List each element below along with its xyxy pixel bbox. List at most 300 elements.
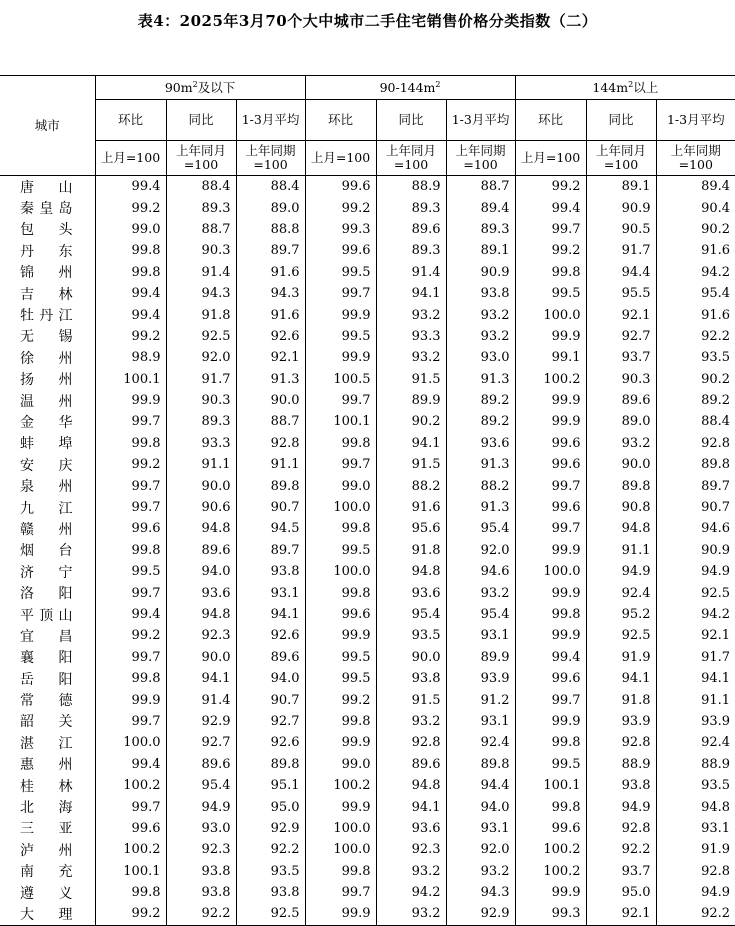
index-value: 92.3	[376, 839, 446, 860]
city-name: 扬州	[0, 369, 95, 390]
base-label: 上年同期=100	[446, 141, 515, 176]
index-value: 95.4	[376, 604, 446, 625]
index-value: 92.8	[236, 433, 305, 454]
index-value: 99.2	[95, 625, 166, 646]
index-value: 95.0	[586, 882, 656, 903]
index-value: 99.0	[95, 219, 166, 240]
city-name: 宜昌	[0, 625, 95, 646]
index-value: 94.9	[166, 796, 236, 817]
index-value: 93.6	[446, 433, 515, 454]
col-header-avg: 1-3月平均	[446, 100, 515, 141]
index-value: 89.8	[586, 475, 656, 496]
col-header-yoy: 同比	[166, 100, 236, 141]
index-value: 94.2	[701, 607, 731, 622]
city-name: 唐山	[0, 176, 95, 198]
index-value: 95.4	[166, 775, 236, 796]
table-row	[0, 283, 735, 304]
index-value: 94.1	[701, 671, 731, 687]
city-name: 洛阳	[0, 582, 95, 603]
index-value: 99.9	[515, 411, 586, 432]
city-name: 金华	[0, 411, 95, 432]
index-value: 100.2	[515, 861, 586, 882]
city-name: 襄阳	[0, 647, 95, 668]
index-value: 99.8	[305, 861, 376, 882]
index-value: 100.0	[305, 561, 376, 582]
index-value: 92.8	[376, 732, 446, 753]
index-value: 94.0	[446, 796, 515, 817]
index-value: 90.4	[701, 200, 731, 216]
index-value: 93.0	[166, 818, 236, 839]
table-title: 表4：2025年3月70个大中城市二手住宅销售价格分类指数（二）	[137, 12, 598, 30]
index-value: 90.7	[236, 497, 305, 518]
index-value: 91.7	[586, 240, 656, 261]
index-value: 99.6	[515, 433, 586, 454]
index-value: 94.1	[586, 668, 656, 689]
index-value: 99.9	[305, 347, 376, 368]
index-value: 90.5	[586, 219, 656, 240]
index-value: 94.8	[701, 799, 731, 815]
index-value: 99.8	[515, 262, 586, 283]
index-value: 92.1	[701, 628, 731, 644]
index-value: 88.2	[376, 475, 446, 496]
index-value: 92.2	[586, 839, 656, 860]
index-value: 94.9	[586, 561, 656, 582]
index-value: 93.5	[701, 778, 731, 794]
index-value: 94.9	[586, 796, 656, 817]
index-value: 91.2	[446, 689, 515, 710]
index-value: 99.9	[515, 540, 586, 561]
index-value: 91.8	[586, 689, 656, 710]
col-header-mom: 环比	[515, 100, 586, 141]
index-value: 99.8	[515, 796, 586, 817]
table-row	[0, 219, 735, 240]
city-name: 桂林	[0, 775, 95, 796]
index-value: 99.0	[305, 475, 376, 496]
city-name: 湛江	[0, 732, 95, 753]
index-value: 93.2	[376, 347, 446, 368]
city-name: 吉林	[0, 283, 95, 304]
index-value: 94.1	[166, 668, 236, 689]
index-value: 94.8	[376, 775, 446, 796]
index-value: 88.9	[701, 756, 731, 772]
table-row	[0, 475, 735, 496]
index-value: 99.0	[305, 754, 376, 775]
index-value: 99.6	[305, 240, 376, 261]
index-value: 91.5	[376, 689, 446, 710]
index-value: 92.5	[586, 625, 656, 646]
index-value: 92.0	[166, 347, 236, 368]
index-value: 89.6	[166, 754, 236, 775]
index-value: 94.4	[446, 775, 515, 796]
index-value: 94.6	[701, 521, 731, 537]
index-value: 93.2	[446, 326, 515, 347]
index-value: 93.0	[446, 347, 515, 368]
city-name: 烟台	[0, 540, 95, 561]
index-value: 93.5	[701, 350, 731, 366]
index-value: 90.9	[586, 197, 656, 218]
index-value: 99.8	[515, 732, 586, 753]
index-value: 94.0	[166, 561, 236, 582]
table-row	[0, 411, 735, 432]
index-value: 92.6	[236, 625, 305, 646]
index-value: 88.9	[586, 754, 656, 775]
index-value: 89.2	[446, 411, 515, 432]
index-value: 94.1	[236, 604, 305, 625]
index-value: 93.2	[586, 433, 656, 454]
index-value: 99.7	[515, 689, 586, 710]
table-row	[0, 732, 735, 753]
index-value: 99.5	[305, 540, 376, 561]
index-value: 99.4	[95, 304, 166, 325]
index-value: 93.2	[376, 711, 446, 732]
index-value: 99.6	[305, 176, 376, 198]
base-label: 上年同月=100	[376, 141, 446, 176]
index-value: 99.8	[305, 518, 376, 539]
index-value: 99.8	[95, 262, 166, 283]
index-value: 95.4	[446, 518, 515, 539]
group-header: $90-144m^2$	[305, 76, 515, 100]
index-value: 92.0	[446, 540, 515, 561]
city-name: 赣州	[0, 518, 95, 539]
index-value: 92.6	[236, 326, 305, 347]
index-value: 94.9	[701, 564, 731, 580]
index-value: 92.8	[586, 818, 656, 839]
index-value: 99.9	[305, 903, 376, 925]
city-name: 南充	[0, 861, 95, 882]
index-value: 90.9	[701, 542, 731, 558]
index-value: 92.4	[586, 582, 656, 603]
city-name: 平顶山	[0, 604, 95, 625]
col-header-mom: 环比	[95, 100, 166, 141]
index-value: 100.0	[305, 839, 376, 860]
table-body	[0, 176, 735, 926]
index-value: 89.6	[376, 754, 446, 775]
index-value: 95.5	[586, 283, 656, 304]
index-value: 88.2	[446, 475, 515, 496]
index-value: 99.8	[95, 882, 166, 903]
city-name: 蚌埠	[0, 433, 95, 454]
table-row	[0, 540, 735, 561]
index-value: 100.1	[305, 411, 376, 432]
city-name: 安庆	[0, 454, 95, 475]
index-value: 99.5	[515, 283, 586, 304]
index-value: 91.5	[376, 369, 446, 390]
index-value: 92.7	[236, 711, 305, 732]
col-header-yoy: 同比	[376, 100, 446, 141]
index-value: 99.2	[305, 689, 376, 710]
index-value: 94.9	[701, 885, 731, 901]
index-value: 91.3	[446, 497, 515, 518]
index-value: 89.2	[701, 393, 731, 409]
index-value: 99.7	[95, 475, 166, 496]
index-value: 99.6	[515, 818, 586, 839]
table-row	[0, 454, 735, 475]
index-value: 100.1	[95, 369, 166, 390]
index-value: 91.6	[376, 497, 446, 518]
index-value: 99.9	[515, 625, 586, 646]
index-value: 99.7	[95, 497, 166, 518]
index-value: 93.8	[166, 861, 236, 882]
city-name: 岳阳	[0, 668, 95, 689]
city-name: 丹东	[0, 240, 95, 261]
table-row	[0, 347, 735, 368]
index-value: 91.4	[166, 689, 236, 710]
index-value: 89.8	[236, 475, 305, 496]
base-label: 上月=100	[95, 141, 166, 176]
index-value: 93.8	[586, 775, 656, 796]
index-value: 92.2	[656, 903, 735, 925]
index-value: 92.0	[446, 839, 515, 860]
index-value: 95.4	[446, 604, 515, 625]
index-value: 99.7	[95, 582, 166, 603]
index-value: 99.8	[95, 540, 166, 561]
index-value: 89.8	[236, 754, 305, 775]
index-value: 94.3	[166, 283, 236, 304]
table-row	[0, 561, 735, 582]
index-value: 93.9	[586, 711, 656, 732]
index-value: 99.4	[95, 283, 166, 304]
index-value: 100.0	[305, 497, 376, 518]
index-value: 91.4	[376, 262, 446, 283]
table-row	[0, 647, 735, 668]
index-value: 95.2	[586, 604, 656, 625]
index-value: 92.2	[236, 839, 305, 860]
city-name: 泸州	[0, 839, 95, 860]
index-value: 89.4	[701, 179, 731, 195]
index-value: 91.4	[166, 262, 236, 283]
index-value: 93.1	[446, 625, 515, 646]
index-value: 89.3	[166, 411, 236, 432]
table-row	[0, 497, 735, 518]
index-value: 90.3	[166, 390, 236, 411]
table-row	[0, 240, 735, 261]
city-name: 北海	[0, 796, 95, 817]
index-value: 94.6	[446, 561, 515, 582]
index-value: 94.8	[376, 561, 446, 582]
index-value: 99.8	[305, 433, 376, 454]
index-value: 99.8	[95, 240, 166, 261]
index-value: 99.3	[515, 903, 586, 925]
table-row	[0, 668, 735, 689]
table-row	[0, 369, 735, 390]
city-name: 济宁	[0, 561, 95, 582]
index-value: 99.5	[95, 561, 166, 582]
index-value: 91.6	[236, 262, 305, 283]
city-name: 秦皇岛	[0, 197, 95, 218]
base-label: 上月=100	[305, 141, 376, 176]
index-value: 99.7	[305, 390, 376, 411]
table-row	[0, 582, 735, 603]
city-name: 遵义	[0, 882, 95, 903]
index-value: 100.2	[515, 369, 586, 390]
index-value: 95.1	[236, 775, 305, 796]
index-value: 88.7	[446, 176, 515, 198]
index-value: 89.9	[446, 647, 515, 668]
group-header: $144m^2$以上	[515, 76, 735, 100]
index-value: 92.8	[701, 435, 731, 451]
index-value: 94.2	[376, 882, 446, 903]
index-value: 99.5	[305, 326, 376, 347]
index-value: 99.9	[95, 390, 166, 411]
index-value: 99.6	[515, 454, 586, 475]
index-value: 99.2	[515, 176, 586, 198]
index-value: 99.3	[305, 219, 376, 240]
index-value: 99.7	[95, 647, 166, 668]
index-value: 89.6	[376, 219, 446, 240]
index-value: 93.2	[446, 304, 515, 325]
index-value: 90.3	[586, 369, 656, 390]
index-value: 91.3	[446, 369, 515, 390]
index-value: 93.2	[376, 304, 446, 325]
index-value: 90.0	[376, 647, 446, 668]
index-value: 89.7	[236, 240, 305, 261]
index-value: 93.8	[236, 561, 305, 582]
table-row	[0, 197, 735, 218]
index-value: 99.9	[515, 711, 586, 732]
index-value: 94.3	[446, 882, 515, 903]
index-value: 99.4	[515, 197, 586, 218]
index-value: 89.3	[376, 240, 446, 261]
base-label: 上年同月=100	[586, 141, 656, 176]
index-value: 94.8	[166, 518, 236, 539]
group-header: $90m^2$及以下	[95, 76, 305, 100]
index-value: 89.6	[236, 647, 305, 668]
index-value: 99.7	[515, 475, 586, 496]
col-header-avg: 1-3月平均	[656, 100, 735, 141]
index-value: 93.5	[236, 861, 305, 882]
index-value: 93.2	[446, 861, 515, 882]
index-value: 100.2	[95, 775, 166, 796]
index-value: 91.1	[701, 692, 731, 708]
index-value: 95.6	[376, 518, 446, 539]
index-value: 90.0	[586, 454, 656, 475]
index-value: 99.2	[305, 197, 376, 218]
index-value: 99.4	[95, 176, 166, 198]
index-value: 92.7	[586, 326, 656, 347]
index-value: 93.3	[376, 326, 446, 347]
index-value: 89.7	[701, 478, 731, 494]
index-value: 93.2	[376, 861, 446, 882]
city-name: 徐州	[0, 347, 95, 368]
index-value: 93.8	[376, 668, 446, 689]
index-value: 92.9	[446, 903, 515, 925]
index-value: 99.7	[95, 411, 166, 432]
table-row	[0, 818, 735, 839]
index-value: 100.2	[95, 839, 166, 860]
index-value: 89.2	[446, 390, 515, 411]
city-name: 无锡	[0, 326, 95, 347]
index-value: 89.6	[586, 390, 656, 411]
index-value: 92.6	[236, 732, 305, 753]
city-name: 锦州	[0, 262, 95, 283]
index-value: 99.4	[95, 604, 166, 625]
index-value: 93.1	[236, 582, 305, 603]
index-value: 93.1	[446, 818, 515, 839]
index-value: 89.7	[236, 540, 305, 561]
index-value: 90.2	[701, 221, 731, 237]
index-value: 93.1	[446, 711, 515, 732]
table-row	[0, 775, 735, 796]
index-value: 94.1	[376, 283, 446, 304]
index-value: 92.2	[701, 328, 731, 344]
index-value: 94.3	[236, 283, 305, 304]
table-row	[0, 711, 735, 732]
city-name: 韶关	[0, 711, 95, 732]
city-name: 三亚	[0, 818, 95, 839]
index-value: 92.9	[166, 711, 236, 732]
index-value: 89.9	[376, 390, 446, 411]
index-value: 99.7	[95, 711, 166, 732]
index-value: 92.5	[701, 585, 731, 601]
index-value: 90.7	[701, 500, 731, 516]
index-value: 100.0	[515, 304, 586, 325]
index-value: 91.7	[166, 369, 236, 390]
index-value: 94.0	[236, 668, 305, 689]
index-value: 99.4	[95, 754, 166, 775]
index-value: 90.2	[376, 411, 446, 432]
index-value: 93.9	[446, 668, 515, 689]
index-value: 92.7	[166, 732, 236, 753]
table-row	[0, 390, 735, 411]
index-value: 99.8	[305, 582, 376, 603]
index-value: 99.7	[305, 454, 376, 475]
city-name: 牡丹江	[0, 304, 95, 325]
index-value: 89.3	[166, 197, 236, 218]
index-value: 91.6	[701, 307, 731, 323]
index-value: 92.9	[236, 818, 305, 839]
index-value: 90.3	[166, 240, 236, 261]
index-value: 98.9	[95, 347, 166, 368]
index-value: 93.3	[166, 433, 236, 454]
col-header-yoy: 同比	[586, 100, 656, 141]
index-value: 95.4	[701, 286, 731, 302]
index-value: 90.8	[586, 497, 656, 518]
index-value: 94.8	[166, 604, 236, 625]
index-value: 92.1	[236, 347, 305, 368]
index-value: 89.6	[166, 540, 236, 561]
index-value: 94.1	[376, 433, 446, 454]
index-value: 91.1	[586, 540, 656, 561]
index-value: 99.6	[305, 604, 376, 625]
index-value: 92.4	[446, 732, 515, 753]
index-value: 88.7	[166, 219, 236, 240]
index-value: 99.8	[95, 433, 166, 454]
index-value: 99.8	[95, 668, 166, 689]
index-value: 99.9	[515, 326, 586, 347]
index-value: 93.2	[376, 903, 446, 925]
index-value: 99.6	[515, 497, 586, 518]
table-row	[0, 326, 735, 347]
index-value: 89.0	[236, 197, 305, 218]
index-value: 92.3	[166, 625, 236, 646]
index-value: 90.7	[236, 689, 305, 710]
index-value: 99.5	[515, 754, 586, 775]
table-row	[0, 796, 735, 817]
index-value: 91.3	[446, 454, 515, 475]
city-name: 惠州	[0, 754, 95, 775]
index-value: 92.8	[701, 863, 731, 879]
index-value: 91.6	[701, 243, 731, 259]
index-value: 89.8	[446, 754, 515, 775]
index-value: 99.8	[515, 604, 586, 625]
index-value: 93.9	[701, 713, 731, 729]
index-value: 94.4	[586, 262, 656, 283]
index-value: 99.4	[515, 647, 586, 668]
index-value: 99.7	[95, 796, 166, 817]
index-value: 93.7	[586, 861, 656, 882]
index-value: 90.0	[236, 390, 305, 411]
index-value: 91.9	[701, 842, 731, 858]
